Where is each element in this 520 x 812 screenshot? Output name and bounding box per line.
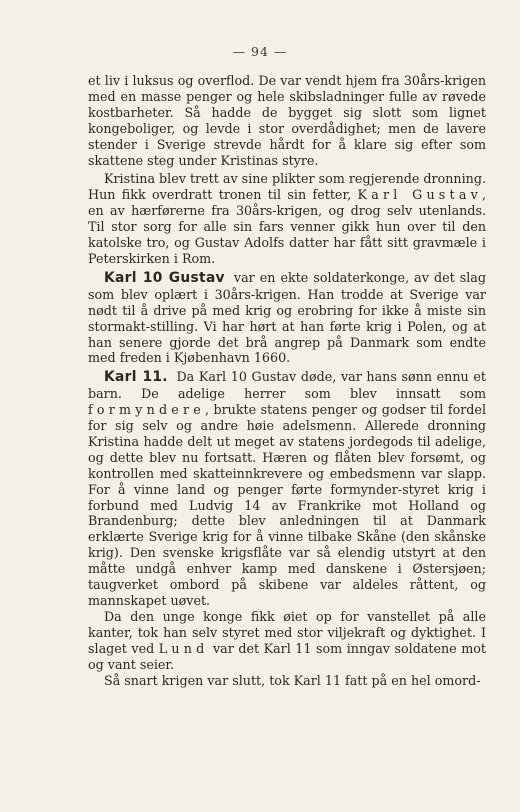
- section-heading-karl-11: Karl 11.: [104, 369, 168, 386]
- body-text: [88, 73, 486, 688]
- paragraph-6-text: Så snart krigen var slutt, tok Karl 11 fatt på en hel omord-: [104, 672, 481, 688]
- paragraph-3-text: var en ekte soldaterkonge, av det slag som blev oplært i 30års-krigen. Han trodde at Sverige var nødt til å drive på med krig og erobring for ikke å miste sin stormakt-stilling. Vi har hørt at han førte krig i Polen, og at han senere gjorde det brå angrep på Danmark som endte med freden i Kjøbenhavn 1660.: [88, 269, 486, 366]
- paragraph-1: [88, 73, 486, 168]
- paragraph-2-text-before: Kristina blev trett av sine plikter som regjerende dronning. Hun fikk overdratt tronen til sin fetter,: [88, 171, 486, 203]
- paragraph-4-text-before: Da Karl 10 Gustav døde, var hans sønn ennu et barn. De adelige herrer som blev innsatt som: [88, 369, 486, 402]
- paragraph-3: [88, 270, 486, 366]
- paragraph-4-text-after: , brukte statens penger og godser til fordel for sig selv og andre høie adelsmenn. Allerede dronning Kristina hadde delt ut meget av statens jordegods til adelige, og dette blev nu fortsatt. Hæren og flåten blev forsømt, og kontrollen med skatteinnkrevere og embedsmenn var slapp. For å vinne land og penger førte formynder-styret krig i forbund med Ludvig 14 av Frankrike mot Holland og Brandenburg; dette blev anledningen til at Danmark erklærte Sverige krig for å vinne tilbake Skåne (den skånske krig). Den svenske krigsflåte var så elendig utstyrt at den måtte undgå enhver kamp med danskene i Østersjøen; taugverket ombord på skibene var aldeles råttent, og mannskapet uøvet.: [88, 402, 486, 608]
- paragraph-5: [88, 609, 486, 673]
- paragraph-4-spaced-word: formyndere: [88, 402, 205, 418]
- paragraph-4: [88, 369, 486, 609]
- paragraph-5-spaced-word: Lund: [158, 640, 209, 656]
- page-number: — 94 —: [232, 44, 288, 59]
- paragraph-2-spaced-name: Karl Gustav: [357, 187, 482, 203]
- section-heading-karl-10-gustav: Karl 10 Gustav: [104, 269, 225, 286]
- paragraph-5-text-after: var det Karl 11 som inngav soldatene mot og vant seier.: [88, 640, 486, 672]
- paragraph-2-text-after: , en av hærførerne fra 30års-krigen, og drog selv utenlands. Til stor sorg for alle sin fars venner gikk hun over til den katolske tro, og Gustav Adolfs datter har fått sitt gravmæle i Peterskirken i Rom.: [88, 187, 486, 266]
- paragraph-5-text-before: Da den unge konge fikk øiet op for vanstellet på alle kanter, tok han selv styret med stor viljekraft og dyktighet. I slaget ved: [88, 608, 486, 656]
- paragraph-1-text: et liv i luksus og overflod. De var vendt hjem fra 30års-krigen med en masse penger og hele skibsladninger fulle av røvede kostbarheter. Så hadde de bygget sig slott som lignet kongeboliger, og levde i stor overdådighet; men de lavere stender i Sverige strevde hårdt for å klare sig efter som skattene steg under Kristinas styre.: [88, 73, 486, 168]
- paragraph-2: [88, 171, 486, 266]
- paragraph-6: [88, 673, 486, 689]
